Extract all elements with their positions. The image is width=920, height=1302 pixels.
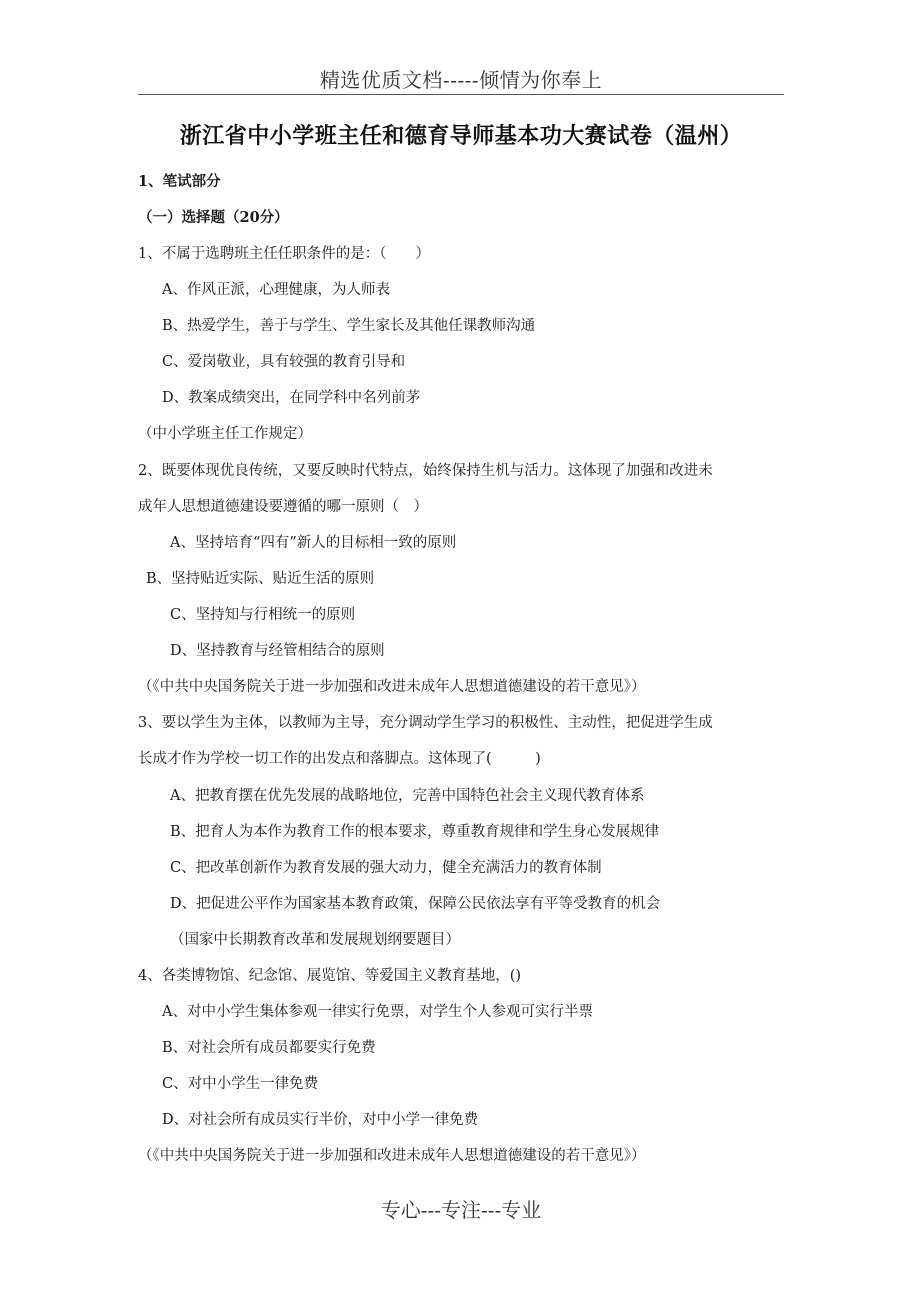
- section-heading: 1、笔试部分: [138, 173, 221, 190]
- question-3-stem-line-2: 长成才作为学校一切工作的出发点和落脚点。这体现了( ): [138, 751, 541, 767]
- question-3-source: （国家中长期教育改革和发展规划纲要题目）: [170, 932, 460, 948]
- question-1-option-a: A、作风正派，心理健康，为人师表: [162, 282, 390, 298]
- question-3-stem-line-1: 3、要以学生为主体，以教师为主导，充分调动学生学习的积极性、主动性，把促进学生成: [138, 715, 713, 731]
- question-4-source: （《中共中央国务院关于进一步加强和改进未成年人思想道德建设的若干意见》）: [138, 1148, 646, 1164]
- question-2-option-d: D、坚持教育与经管相结合的原则: [170, 643, 385, 659]
- question-1-option-d: D、教案成绩突出，在同学科中名列前茅: [162, 390, 421, 406]
- question-2-option-b: B、坚持贴近实际、贴近生活的原则: [146, 571, 375, 587]
- question-4-option-a: A、对中小学生集体参观一律实行免票，对学生个人参观可实行半票: [162, 1004, 593, 1020]
- question-4-option-c: C、对中小学生一律免费: [162, 1076, 319, 1092]
- question-2-option-a: A、坚持培育“四有”新人的目标相一致的原则: [170, 535, 457, 551]
- question-1-source: （中小学班主任工作规定）: [138, 426, 312, 442]
- question-3-option-b: B、把育人为本作为教育工作的根本要求，尊重教育规律和学生身心发展规律: [170, 824, 660, 840]
- question-3-option-a: A、把教育摆在优先发展的战略地位，完善中国特色社会主义现代教育体系: [170, 788, 645, 804]
- question-1-option-c: C、爱岗敬业，具有较强的教育引导和: [162, 354, 406, 370]
- section-subheading: （一）选择题（20分）: [138, 209, 289, 226]
- question-3-option-c: C、把改革创新作为教育发展的强大动力，健全充满活力的教育体制: [170, 860, 602, 876]
- question-4-stem: 4、各类博物馆、纪念馆、展览馆、等爱国主义教育基地，(): [138, 968, 522, 984]
- header-divider: [138, 94, 784, 95]
- page-footer: 专心---专注---专业: [380, 1198, 542, 1222]
- document-title: 浙江省中小学班主任和德育导师基本功大赛试卷（温州）: [179, 123, 743, 149]
- page-header: 精选优质文档-----倾情为你奉上: [319, 68, 603, 92]
- question-2-option-c: C、坚持知与行相统一的原则: [170, 607, 356, 623]
- question-1-option-b: B、热爱学生，善于与学生、学生家长及其他任课教师沟通: [162, 318, 536, 334]
- question-2-stem-line-2: 成年人思想道德建设要遵循的哪一原则（ ）: [138, 499, 428, 515]
- question-2-source: （《中共中央国务院关于进一步加强和改进未成年人思想道德建设的若干意见》）: [138, 679, 646, 695]
- question-4-option-b: B、对社会所有成员都要实行免费: [162, 1040, 376, 1056]
- question-3-option-d: D、把促进公平作为国家基本教育政策，保障公民依法享有平等受教育的机会: [170, 896, 661, 912]
- question-2-stem-line-1: 2、既要体现优良传统，又要反映时代特点，始终保持生机与活力。这体现了加强和改进未: [138, 463, 713, 479]
- question-1-stem: 1、不属于选聘班主任任职条件的是：（ ）: [138, 246, 430, 262]
- question-4-option-d: D、对社会所有成员实行半价，对中小学一律免费: [162, 1112, 479, 1128]
